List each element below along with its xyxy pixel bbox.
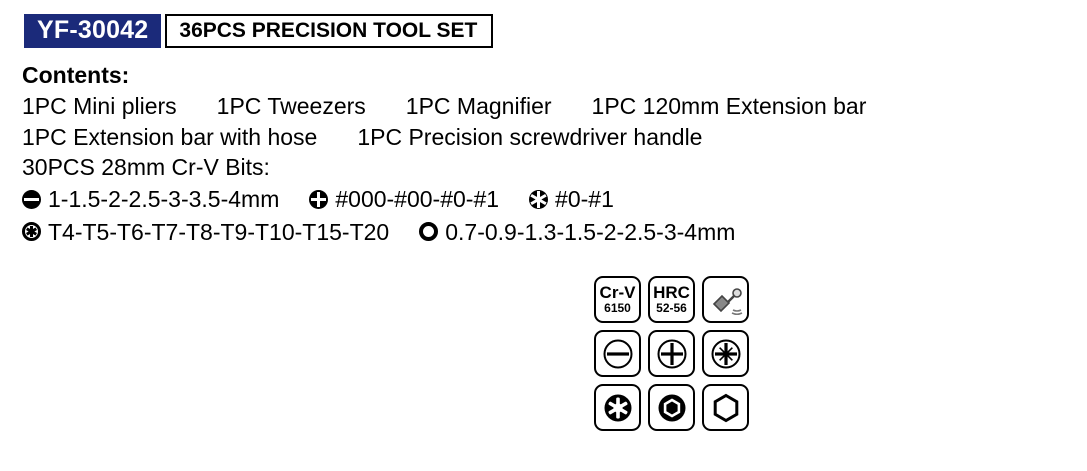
content-item-mini-pliers: 1PC Mini pliers — [22, 93, 177, 120]
phillips-bit-sizes: #000-#00-#0-#1 — [335, 186, 500, 213]
crv-material-line2: 6150 — [604, 300, 631, 315]
bit-group-phillips — [309, 184, 499, 214]
hex-outline-profile-icon — [702, 384, 749, 431]
hardness-icon — [648, 276, 695, 323]
content-item-tweezers: 1PC Tweezers — [216, 93, 366, 120]
spec-icon-grid — [594, 276, 749, 431]
pozi-bit-icon — [529, 190, 548, 209]
product-header — [24, 14, 1087, 48]
pozidriv-profile-icon — [702, 330, 749, 377]
content-item-screwdriver-handle: 1PC Precision screwdriver handle — [357, 123, 703, 150]
spec-icon-row-3 — [594, 384, 749, 431]
contents-line-1 — [22, 91, 1087, 121]
bit-group-torx — [22, 217, 389, 247]
bit-group-slotted — [22, 184, 279, 214]
crv-material-icon — [594, 276, 641, 323]
bit-row-bottom — [22, 217, 1087, 247]
content-item-extension-bar: 1PC 120mm Extension bar — [591, 93, 867, 120]
phillips-bit-icon — [309, 190, 328, 209]
phillips-profile-icon — [648, 330, 695, 377]
contents-line-2 — [22, 122, 1087, 152]
slotted-bit-icon — [22, 190, 41, 209]
hex-bit-sizes: 0.7-0.9-1.3-1.5-2-2.5-3-4mm — [445, 218, 736, 245]
spec-icon-row-2 — [594, 330, 749, 377]
spec-icon-row-1 — [594, 276, 749, 323]
contents-section — [22, 60, 1087, 247]
crv-material-line1: Cr-V — [599, 282, 636, 302]
torx-bit-icon — [22, 222, 41, 241]
torx-profile-icon — [594, 384, 641, 431]
contents-line-3 — [22, 152, 1087, 182]
bit-row-top — [22, 184, 1087, 214]
content-item-bits-heading: 30PCS 28mm Cr-V Bits: — [22, 154, 270, 181]
slotted-profile-icon — [594, 330, 641, 377]
hex-socket-profile-icon — [648, 384, 695, 431]
page-title: 36PCS PRECISION TOOL SET — [165, 14, 493, 48]
torx-bit-sizes: T4-T5-T6-T7-T8-T9-T10-T15-T20 — [48, 218, 390, 245]
bit-group-pozi — [529, 184, 614, 214]
hex-bit-icon — [419, 222, 438, 241]
pozi-bit-sizes: #0-#1 — [555, 186, 614, 213]
bit-group-hex — [419, 217, 735, 247]
contents-heading: Contents: — [22, 62, 130, 88]
hardness-line1: HRC — [653, 282, 690, 302]
content-item-extension-bar-hose: 1PC Extension bar with hose — [22, 123, 318, 150]
hardness-line2: 52-56 — [656, 300, 687, 315]
magnetic-bit-icon — [702, 276, 749, 323]
content-item-magnifier: 1PC Magnifier — [405, 93, 552, 120]
slotted-bit-sizes: 1-1.5-2-2.5-3-3.5-4mm — [48, 186, 280, 213]
sku-badge: YF-30042 — [24, 14, 161, 48]
